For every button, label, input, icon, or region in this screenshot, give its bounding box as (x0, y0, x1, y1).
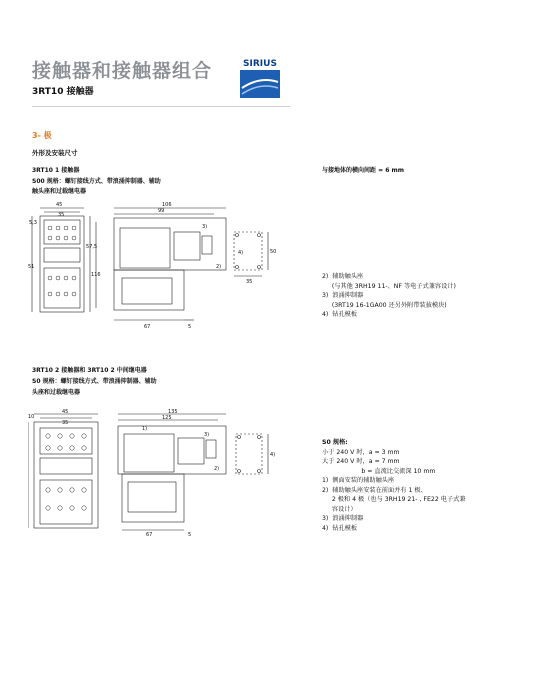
block2-drawing (28, 408, 278, 538)
dim-51: 51 (28, 264, 35, 270)
sirius-logo (238, 56, 282, 100)
block2-note-7: 容设计） (322, 505, 357, 513)
block2-notes (322, 438, 466, 533)
label2-3: 3) (204, 432, 210, 438)
dim-99: 99 (158, 208, 165, 214)
label2-4: 4) (270, 452, 276, 458)
block1-note-5: 4) 钻孔模板 (322, 311, 358, 318)
header-divider (32, 106, 290, 107)
dim2-45: 45 (62, 409, 69, 415)
logo-text: SIRIUS (243, 59, 277, 69)
block2-note-9: 4) 钻孔模板 (322, 524, 358, 532)
block1-notes (322, 272, 456, 320)
dim-50: 50 (270, 249, 277, 255)
label2-1: 1) (142, 426, 148, 432)
dim2-135: 135 (168, 409, 178, 415)
dim-116: 116 (91, 272, 101, 278)
dim-35b: 35 (246, 279, 253, 285)
dim-35: 35 (58, 212, 65, 218)
section-label: 3- 极 (32, 131, 52, 140)
dim-5-3: 5,3 (29, 220, 37, 226)
block2-note-3: b = 直流比交流深 10 mm (322, 467, 436, 475)
label-2: 2) (216, 264, 222, 270)
dim-5: 5 (188, 324, 192, 330)
page-subtitle: 3RT10 接触器 (32, 87, 94, 97)
block1-desc-1: S00 规格：螺钉接线方式、带浪涌抑制器、辅助 (32, 178, 161, 185)
block2-notes-title: S0 规格: (322, 439, 348, 446)
label-3: 3) (202, 224, 208, 230)
block2-note-6: 2 极和 4 极（也与 3RH19 21- , FE22 电子式兼 (322, 496, 466, 503)
block1-drawing (28, 198, 278, 338)
page-title: 接触器和接触器组合 (32, 60, 213, 82)
block2-note-4: 1) 侧面安装的辅助触头座 (322, 477, 395, 484)
dim2-125: 125 (162, 415, 172, 421)
dim-45: 45 (56, 202, 63, 208)
dim-106: 106 (162, 202, 172, 208)
dim-57-5: 57,5 (86, 244, 98, 250)
block2-desc-2: 头座和过载继电器 (32, 389, 81, 396)
section-heading: 外形及安装尺寸 (32, 149, 78, 157)
block1-desc-2: 触头座和过载继电器 (32, 188, 87, 195)
dim2-35: 35 (62, 420, 69, 426)
block1-note-2: (与其他 3RH19 11-、NF 等电子式兼容设计) (322, 282, 456, 290)
block1-note-3: 3) 浪涌抑制器 (322, 292, 364, 299)
block2-title: 3RT10 2 接触器和 3RT10 2 中间继电器 (32, 367, 147, 374)
block2-note-1: 小于 240 V 时，a = 3 mm (322, 448, 400, 456)
label2-2: 2) (214, 466, 220, 472)
block2-note-5: 2) 辅助触头座安装在前面并有 1 极、 (322, 486, 427, 494)
block1-note-4: (3RT19 16-1GA00 还另外附带装拔模块) (322, 301, 447, 309)
block1-gap-note: 与接地体的横向间距 = 6 mm (322, 167, 404, 174)
dim-67: 67 (144, 324, 151, 330)
dim2-5: 5 (188, 532, 192, 538)
block2-note-2: 大于 240 V 时，a = 7 mm (322, 458, 400, 465)
block2-note-8: 3) 浪涌抑制器 (322, 515, 364, 522)
block1-note-1: 2) 辅助触头座 (322, 273, 364, 280)
label-4: 4) (238, 250, 244, 256)
block1-title: 3RT10 1 接触器 (32, 167, 80, 174)
block2-desc-1: S0 规格：螺钉接线方式、带浪涌抑制器、辅助 (32, 378, 157, 385)
dim2-10: 10 (28, 414, 35, 420)
dim2-67: 67 (146, 532, 153, 538)
